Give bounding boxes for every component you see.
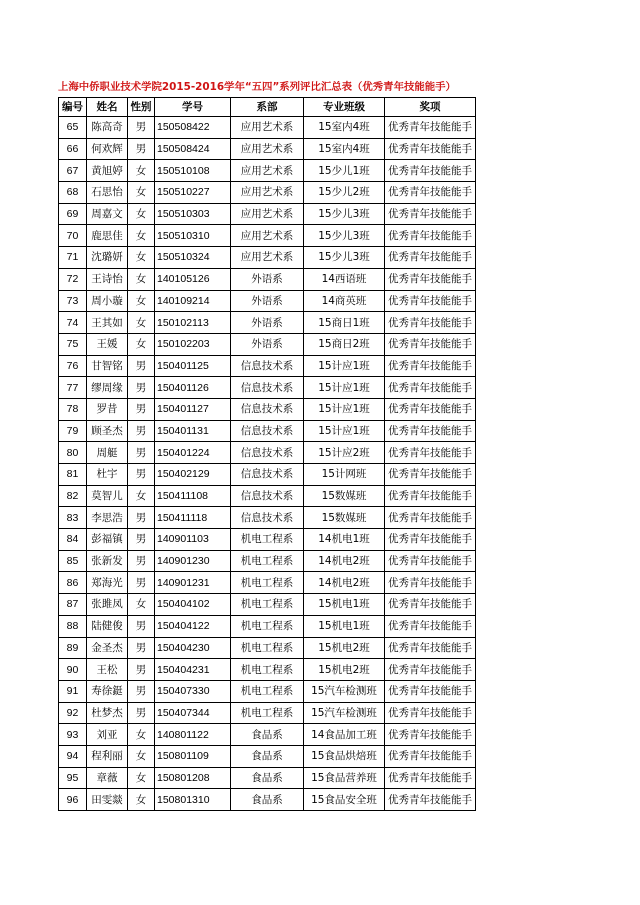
cell-name: 缪周缘 <box>87 377 128 399</box>
cell-class: 15计应1班 <box>304 420 385 442</box>
cell-department: 机电工程系 <box>231 529 304 551</box>
cell-award: 优秀青年技能能手 <box>385 333 476 355</box>
cell-gender: 男 <box>128 659 155 681</box>
cell-award: 优秀青年技能能手 <box>385 572 476 594</box>
cell-number: 71 <box>59 247 87 269</box>
cell-name: 王媛 <box>87 333 128 355</box>
cell-class: 15汽车检测班 <box>304 702 385 724</box>
cell-student-id: 150402129 <box>155 464 231 486</box>
cell-name: 鹿思佳 <box>87 225 128 247</box>
cell-gender: 男 <box>128 637 155 659</box>
cell-class: 14机电2班 <box>304 572 385 594</box>
cell-award: 优秀青年技能能手 <box>385 550 476 572</box>
cell-gender: 男 <box>128 529 155 551</box>
cell-department: 机电工程系 <box>231 572 304 594</box>
cell-number: 84 <box>59 529 87 551</box>
table-row <box>59 659 476 681</box>
cell-student-id: 150407330 <box>155 680 231 702</box>
cell-gender: 男 <box>128 464 155 486</box>
cell-class: 15机电2班 <box>304 637 385 659</box>
table-row <box>59 420 476 442</box>
cell-department: 信息技术系 <box>231 355 304 377</box>
cell-gender: 男 <box>128 420 155 442</box>
cell-number: 77 <box>59 377 87 399</box>
cell-name: 寿徐鋌 <box>87 680 128 702</box>
cell-department: 食品系 <box>231 724 304 746</box>
cell-class: 14西语班 <box>304 268 385 290</box>
table-row <box>59 398 476 420</box>
table-row <box>59 377 476 399</box>
cell-gender: 男 <box>128 680 155 702</box>
cell-name: 张新发 <box>87 550 128 572</box>
cell-department: 食品系 <box>231 767 304 789</box>
cell-class: 15室内4班 <box>304 117 385 139</box>
cell-department: 信息技术系 <box>231 464 304 486</box>
cell-department: 食品系 <box>231 745 304 767</box>
cell-class: 15商日2班 <box>304 333 385 355</box>
header-number: 编号 <box>59 98 87 117</box>
cell-name: 周小璇 <box>87 290 128 312</box>
table-row <box>59 615 476 637</box>
cell-number: 92 <box>59 702 87 724</box>
cell-name: 章薇 <box>87 767 128 789</box>
table-row <box>59 290 476 312</box>
cell-name: 甘智铭 <box>87 355 128 377</box>
cell-name: 李思浩 <box>87 507 128 529</box>
award-table <box>58 97 476 811</box>
table-row <box>59 529 476 551</box>
table-row <box>59 637 476 659</box>
cell-class: 15食品营养班 <box>304 767 385 789</box>
cell-award: 优秀青年技能能手 <box>385 160 476 182</box>
cell-gender: 女 <box>128 268 155 290</box>
cell-student-id: 150401224 <box>155 442 231 464</box>
cell-student-id: 150401125 <box>155 355 231 377</box>
table-row <box>59 203 476 225</box>
cell-department: 信息技术系 <box>231 507 304 529</box>
cell-gender: 男 <box>128 398 155 420</box>
cell-department: 信息技术系 <box>231 442 304 464</box>
cell-number: 85 <box>59 550 87 572</box>
cell-gender: 男 <box>128 615 155 637</box>
cell-award: 优秀青年技能能手 <box>385 507 476 529</box>
cell-name: 沈璐妍 <box>87 247 128 269</box>
table-row <box>59 312 476 334</box>
cell-name: 程利丽 <box>87 745 128 767</box>
cell-department: 应用艺术系 <box>231 182 304 204</box>
cell-number: 67 <box>59 160 87 182</box>
cell-name: 张雎凤 <box>87 594 128 616</box>
cell-number: 90 <box>59 659 87 681</box>
cell-student-id: 150510227 <box>155 182 231 204</box>
cell-gender: 女 <box>128 333 155 355</box>
cell-name: 金圣杰 <box>87 637 128 659</box>
cell-award: 优秀青年技能能手 <box>385 659 476 681</box>
cell-gender: 女 <box>128 485 155 507</box>
cell-department: 应用艺术系 <box>231 138 304 160</box>
cell-student-id: 150401131 <box>155 420 231 442</box>
document-title: 上海中侨职业技术学院2015-2016学年“五四”系列评比汇总表（优秀青年技能能手） <box>58 81 456 93</box>
cell-gender: 女 <box>128 203 155 225</box>
table-header-row <box>59 98 476 117</box>
cell-class: 15计应1班 <box>304 398 385 420</box>
cell-department: 机电工程系 <box>231 615 304 637</box>
cell-gender: 男 <box>128 702 155 724</box>
cell-class: 14食品加工班 <box>304 724 385 746</box>
cell-student-id: 150510324 <box>155 247 231 269</box>
cell-award: 优秀青年技能能手 <box>385 138 476 160</box>
cell-award: 优秀青年技能能手 <box>385 615 476 637</box>
cell-class: 14机电1班 <box>304 529 385 551</box>
cell-name: 顾圣杰 <box>87 420 128 442</box>
cell-class: 15室内4班 <box>304 138 385 160</box>
cell-class: 15机电2班 <box>304 659 385 681</box>
cell-number: 68 <box>59 182 87 204</box>
cell-gender: 女 <box>128 789 155 811</box>
cell-class: 15计应1班 <box>304 355 385 377</box>
cell-student-id: 150508422 <box>155 117 231 139</box>
cell-student-id: 150411108 <box>155 485 231 507</box>
cell-name: 王诗怡 <box>87 268 128 290</box>
cell-gender: 男 <box>128 550 155 572</box>
cell-name: 黄旭婷 <box>87 160 128 182</box>
cell-number: 70 <box>59 225 87 247</box>
cell-number: 93 <box>59 724 87 746</box>
cell-number: 73 <box>59 290 87 312</box>
table-row <box>59 182 476 204</box>
cell-student-id: 140901230 <box>155 550 231 572</box>
cell-number: 89 <box>59 637 87 659</box>
cell-class: 14机电2班 <box>304 550 385 572</box>
cell-award: 优秀青年技能能手 <box>385 117 476 139</box>
cell-number: 78 <box>59 398 87 420</box>
cell-award: 优秀青年技能能手 <box>385 312 476 334</box>
cell-department: 机电工程系 <box>231 594 304 616</box>
table-row <box>59 117 476 139</box>
cell-award: 优秀青年技能能手 <box>385 767 476 789</box>
cell-class: 15计应2班 <box>304 442 385 464</box>
cell-name: 王其如 <box>87 312 128 334</box>
cell-gender: 男 <box>128 377 155 399</box>
cell-number: 91 <box>59 680 87 702</box>
cell-student-id: 140105126 <box>155 268 231 290</box>
cell-number: 66 <box>59 138 87 160</box>
cell-gender: 男 <box>128 572 155 594</box>
table-row <box>59 572 476 594</box>
cell-name: 陈高奇 <box>87 117 128 139</box>
header-student-id: 学号 <box>155 98 231 117</box>
cell-class: 15机电1班 <box>304 615 385 637</box>
cell-class: 15少儿3班 <box>304 225 385 247</box>
cell-class: 15机电1班 <box>304 594 385 616</box>
cell-class: 15数媒班 <box>304 507 385 529</box>
cell-department: 应用艺术系 <box>231 247 304 269</box>
cell-name: 杜宇 <box>87 464 128 486</box>
table-row <box>59 789 476 811</box>
cell-award: 优秀青年技能能手 <box>385 420 476 442</box>
cell-award: 优秀青年技能能手 <box>385 529 476 551</box>
table-row <box>59 225 476 247</box>
cell-name: 周艇 <box>87 442 128 464</box>
cell-department: 应用艺术系 <box>231 203 304 225</box>
cell-number: 75 <box>59 333 87 355</box>
table-row <box>59 680 476 702</box>
cell-number: 87 <box>59 594 87 616</box>
table-row <box>59 507 476 529</box>
cell-award: 优秀青年技能能手 <box>385 594 476 616</box>
header-name: 姓名 <box>87 98 128 117</box>
cell-name: 罗昔 <box>87 398 128 420</box>
cell-gender: 男 <box>128 138 155 160</box>
cell-student-id: 150411118 <box>155 507 231 529</box>
header-department: 系部 <box>231 98 304 117</box>
cell-class: 15汽车检测班 <box>304 680 385 702</box>
cell-number: 76 <box>59 355 87 377</box>
cell-class: 15少儿3班 <box>304 203 385 225</box>
cell-award: 优秀青年技能能手 <box>385 355 476 377</box>
cell-name: 王松 <box>87 659 128 681</box>
cell-name: 周嘉文 <box>87 203 128 225</box>
cell-number: 79 <box>59 420 87 442</box>
header-class: 专业班级 <box>304 98 385 117</box>
cell-student-id: 150102203 <box>155 333 231 355</box>
cell-award: 优秀青年技能能手 <box>385 680 476 702</box>
cell-class: 15少儿2班 <box>304 182 385 204</box>
cell-student-id: 150102113 <box>155 312 231 334</box>
cell-student-id: 140801122 <box>155 724 231 746</box>
cell-department: 外语系 <box>231 268 304 290</box>
cell-number: 69 <box>59 203 87 225</box>
cell-student-id: 150508424 <box>155 138 231 160</box>
cell-name: 石思怡 <box>87 182 128 204</box>
table-row <box>59 767 476 789</box>
cell-department: 信息技术系 <box>231 420 304 442</box>
cell-number: 82 <box>59 485 87 507</box>
cell-gender: 男 <box>128 355 155 377</box>
cell-department: 机电工程系 <box>231 550 304 572</box>
cell-student-id: 150404231 <box>155 659 231 681</box>
cell-class: 15少儿1班 <box>304 160 385 182</box>
cell-award: 优秀青年技能能手 <box>385 225 476 247</box>
cell-award: 优秀青年技能能手 <box>385 203 476 225</box>
cell-class: 15数媒班 <box>304 485 385 507</box>
cell-gender: 男 <box>128 442 155 464</box>
cell-department: 食品系 <box>231 789 304 811</box>
table-row <box>59 745 476 767</box>
cell-department: 外语系 <box>231 290 304 312</box>
cell-name: 何欢辉 <box>87 138 128 160</box>
table-row <box>59 333 476 355</box>
cell-award: 优秀青年技能能手 <box>385 247 476 269</box>
cell-student-id: 150404102 <box>155 594 231 616</box>
cell-student-id: 150407344 <box>155 702 231 724</box>
cell-gender: 女 <box>128 745 155 767</box>
cell-department: 外语系 <box>231 312 304 334</box>
table-body <box>59 117 476 811</box>
cell-student-id: 140901103 <box>155 529 231 551</box>
cell-class: 15商日1班 <box>304 312 385 334</box>
table-row <box>59 355 476 377</box>
cell-department: 机电工程系 <box>231 702 304 724</box>
cell-number: 86 <box>59 572 87 594</box>
table-row <box>59 550 476 572</box>
cell-award: 优秀青年技能能手 <box>385 377 476 399</box>
cell-name: 刘亚 <box>87 724 128 746</box>
cell-award: 优秀青年技能能手 <box>385 464 476 486</box>
cell-number: 81 <box>59 464 87 486</box>
table-row <box>59 442 476 464</box>
cell-gender: 女 <box>128 594 155 616</box>
cell-department: 信息技术系 <box>231 485 304 507</box>
cell-student-id: 150510303 <box>155 203 231 225</box>
table-row <box>59 268 476 290</box>
cell-department: 机电工程系 <box>231 680 304 702</box>
cell-award: 优秀青年技能能手 <box>385 702 476 724</box>
cell-number: 83 <box>59 507 87 529</box>
table-row <box>59 724 476 746</box>
cell-student-id: 140901231 <box>155 572 231 594</box>
cell-award: 优秀青年技能能手 <box>385 182 476 204</box>
cell-gender: 男 <box>128 117 155 139</box>
cell-award: 优秀青年技能能手 <box>385 398 476 420</box>
cell-number: 80 <box>59 442 87 464</box>
cell-number: 65 <box>59 117 87 139</box>
cell-gender: 女 <box>128 225 155 247</box>
cell-gender: 女 <box>128 312 155 334</box>
cell-number: 74 <box>59 312 87 334</box>
cell-department: 机电工程系 <box>231 659 304 681</box>
cell-number: 72 <box>59 268 87 290</box>
cell-name: 田雯燚 <box>87 789 128 811</box>
cell-gender: 女 <box>128 160 155 182</box>
cell-class: 15食品烘焙班 <box>304 745 385 767</box>
cell-department: 应用艺术系 <box>231 160 304 182</box>
cell-award: 优秀青年技能能手 <box>385 442 476 464</box>
cell-name: 莫智儿 <box>87 485 128 507</box>
header-award: 奖项 <box>385 98 476 117</box>
cell-name: 杜梦杰 <box>87 702 128 724</box>
cell-student-id: 150401127 <box>155 398 231 420</box>
cell-number: 95 <box>59 767 87 789</box>
cell-department: 外语系 <box>231 333 304 355</box>
cell-class: 15食品安全班 <box>304 789 385 811</box>
table-row <box>59 485 476 507</box>
table-row <box>59 247 476 269</box>
cell-department: 应用艺术系 <box>231 225 304 247</box>
table-row <box>59 464 476 486</box>
cell-student-id: 150510310 <box>155 225 231 247</box>
table-row <box>59 702 476 724</box>
cell-award: 优秀青年技能能手 <box>385 485 476 507</box>
cell-student-id: 150801310 <box>155 789 231 811</box>
cell-name: 彭福镇 <box>87 529 128 551</box>
table-row <box>59 594 476 616</box>
table-row <box>59 138 476 160</box>
cell-gender: 女 <box>128 724 155 746</box>
cell-number: 88 <box>59 615 87 637</box>
cell-gender: 男 <box>128 507 155 529</box>
cell-name: 郑海光 <box>87 572 128 594</box>
cell-number: 94 <box>59 745 87 767</box>
cell-student-id: 150510108 <box>155 160 231 182</box>
cell-award: 优秀青年技能能手 <box>385 745 476 767</box>
cell-department: 信息技术系 <box>231 377 304 399</box>
cell-award: 优秀青年技能能手 <box>385 637 476 659</box>
cell-student-id: 150404122 <box>155 615 231 637</box>
cell-student-id: 150401126 <box>155 377 231 399</box>
cell-student-id: 150801208 <box>155 767 231 789</box>
cell-award: 优秀青年技能能手 <box>385 268 476 290</box>
cell-student-id: 140109214 <box>155 290 231 312</box>
cell-student-id: 150404230 <box>155 637 231 659</box>
cell-department: 机电工程系 <box>231 637 304 659</box>
cell-class: 15少儿3班 <box>304 247 385 269</box>
cell-department: 信息技术系 <box>231 398 304 420</box>
cell-gender: 女 <box>128 247 155 269</box>
cell-gender: 女 <box>128 182 155 204</box>
table-row <box>59 160 476 182</box>
cell-award: 优秀青年技能能手 <box>385 789 476 811</box>
cell-class: 14商英班 <box>304 290 385 312</box>
cell-number: 96 <box>59 789 87 811</box>
cell-award: 优秀青年技能能手 <box>385 724 476 746</box>
cell-award: 优秀青年技能能手 <box>385 290 476 312</box>
header-gender: 性别 <box>128 98 155 117</box>
cell-department: 应用艺术系 <box>231 117 304 139</box>
cell-gender: 女 <box>128 290 155 312</box>
cell-name: 陆健俊 <box>87 615 128 637</box>
cell-class: 15计网班 <box>304 464 385 486</box>
cell-gender: 女 <box>128 767 155 789</box>
cell-student-id: 150801109 <box>155 745 231 767</box>
cell-class: 15计应1班 <box>304 377 385 399</box>
